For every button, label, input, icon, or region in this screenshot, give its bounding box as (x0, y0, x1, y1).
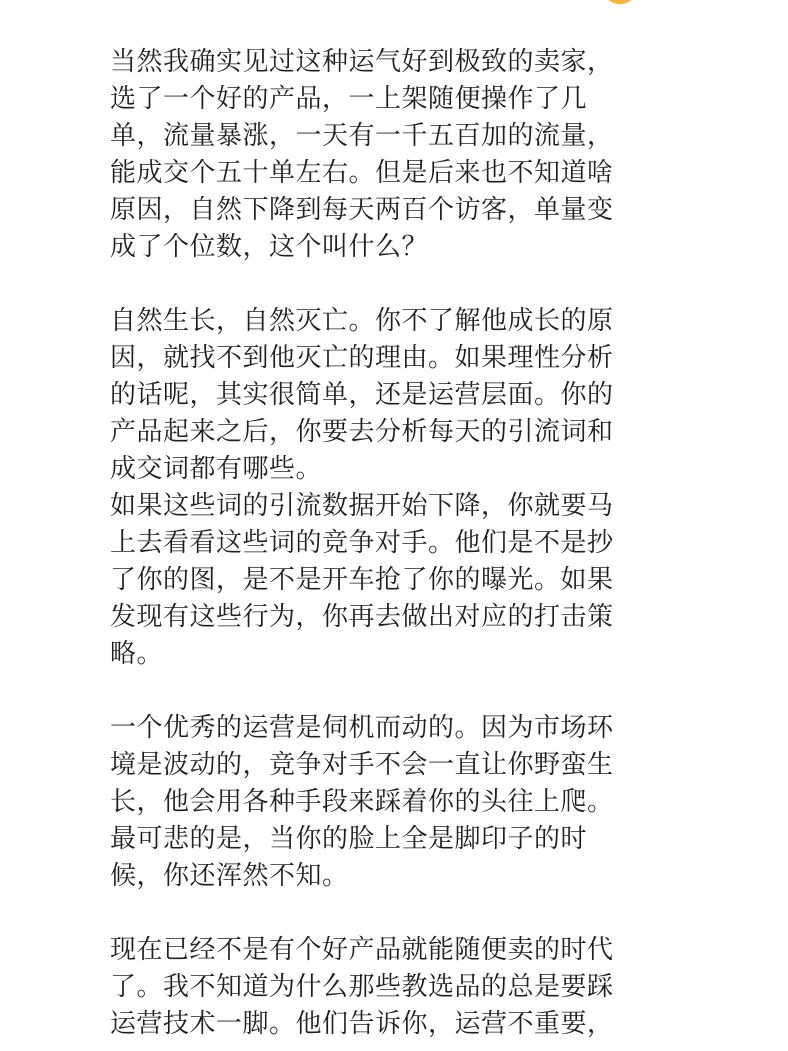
text-line: 成了个位数，这个叫什么？ (110, 232, 429, 262)
text-line: 的话呢，其实很简单，还是运营层面。你的 (110, 380, 614, 410)
text-line: 成交词都有哪些。 (110, 454, 323, 484)
text-line: 运营技术一脚。他们告诉你，运营不重要， (110, 1009, 614, 1039)
text-line: 了你的图，是不是开车抢了你的曝光。如果 (110, 565, 614, 595)
text-line: 如果这些词的引流数据开始下降，你就要马 (110, 491, 614, 521)
text-line: 长，他会用各种手段来踩着你的头往上爬。 (110, 787, 614, 817)
text-line: 境是波动的，竞争对手不会一直让你野蛮生 (110, 750, 614, 780)
text-line: 单，流量暴涨，一天有一千五百加的流量， (110, 121, 614, 151)
text-line: 了。我不知道为什么那些教选品的总是要踩 (110, 972, 614, 1002)
text-line: 选了一个好的产品，一上架随便操作了几 (110, 84, 588, 114)
text-line: 能成交个五十单左右。但是后来也不知道啥 (110, 158, 614, 188)
text-line: 产品起来之后，你要去分析每天的引流词和 (110, 417, 614, 447)
paragraph-gap (110, 266, 630, 303)
text-line: 当然我确实见过这种运气好到极致的卖家， (110, 47, 614, 77)
paragraph-gap (110, 895, 630, 932)
text-line: 现在已经不是有个好产品就能随便卖的时代 (110, 935, 614, 965)
paragraph-3 (110, 710, 630, 895)
text-line: 因，就找不到他灭亡的理由。如果理性分析 (110, 343, 614, 373)
text-line: 略。 (110, 639, 164, 669)
text-line: 原因，自然下降到每天两百个访客，单量变 (110, 195, 614, 225)
text-line: 一个优秀的运营是伺机而动的。因为市场环 (110, 713, 614, 743)
paragraph-1 (110, 44, 630, 266)
paragraph-2 (110, 303, 630, 673)
text-line: 发现有这些行为，你再去做出对应的打击策 (110, 602, 614, 632)
top-accent-mark (606, 0, 634, 4)
paragraph-gap (110, 673, 630, 710)
text-line: 自然生长，自然灭亡。你不了解他成长的原 (110, 306, 614, 336)
text-line: 上去看看这些词的竞争对手。他们是不是抄 (110, 528, 614, 558)
article-body (110, 44, 630, 1043)
text-line: 候，你还浑然不知。 (110, 861, 349, 891)
paragraph-4 (110, 932, 630, 1043)
text-line: 最可悲的是，当你的脸上全是脚印子的时 (110, 824, 588, 854)
